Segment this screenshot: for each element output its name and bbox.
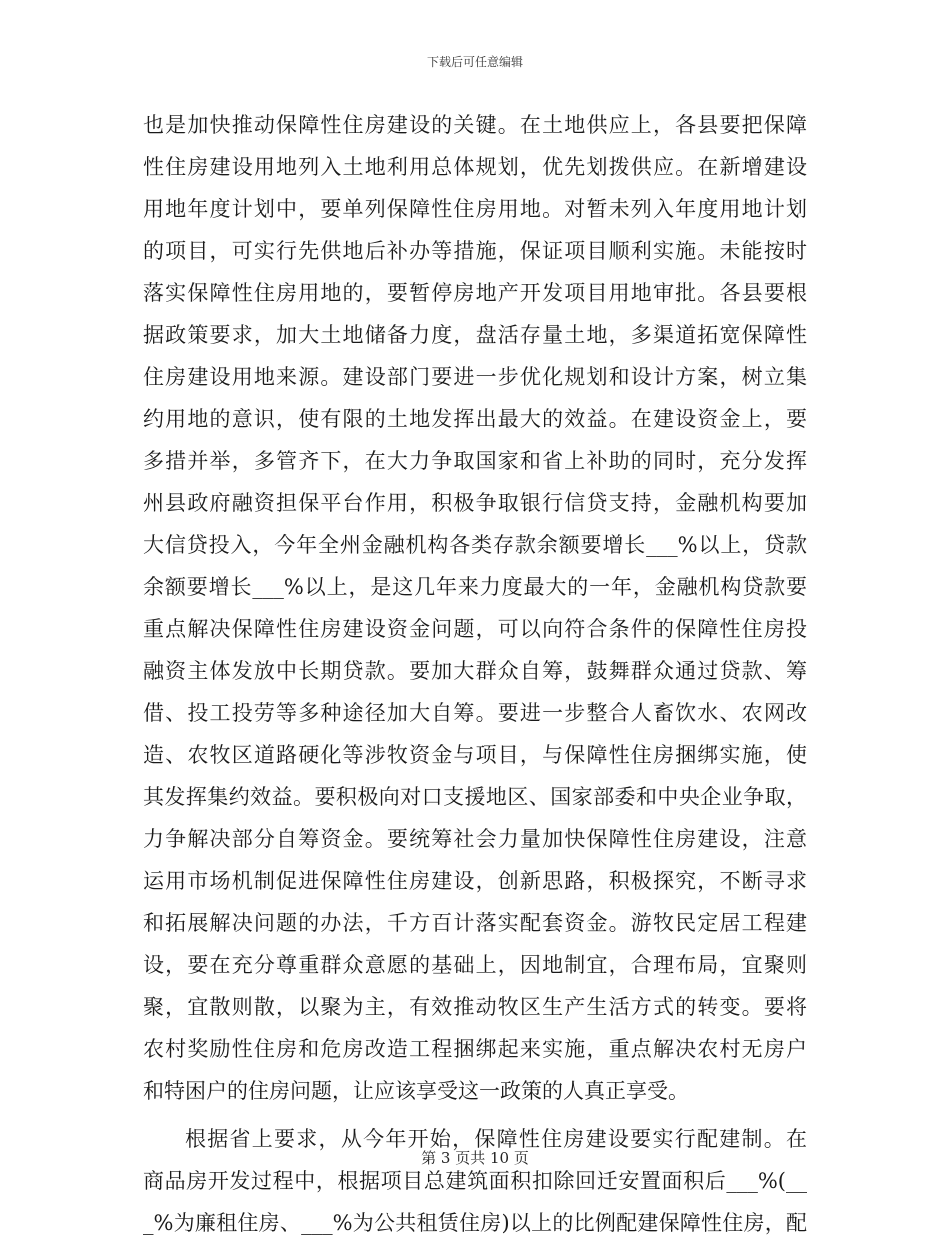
text-line: 据政策要求，加大土地储备力度，盘活存量土地，多渠道拓宽保障性: [143, 323, 807, 347]
text-line: 其发挥集约效益。要积极向对口支援地区、国家部委和中央企业争取，: [143, 785, 807, 809]
paragraph: [143, 1118, 807, 1244]
text-line: 重点解决保障性住房建设资金问题，可以向符合条件的保障性住房投: [143, 617, 807, 641]
text-line: 和拓展解决问题的办法，千方百计落实配套资金。游牧民定居工程建: [143, 911, 807, 935]
text-line: 住房建设用地来源。建设部门要进一步优化规划和设计方案，树立集: [143, 365, 807, 389]
page-header: 下载后可任意编辑: [426, 55, 523, 69]
page-number-footer: 第 3 页共 10 页: [421, 1149, 529, 1167]
text-line: 商品房开发过程中，根据项目总建筑面积扣除回迁安置面积后___%(__: [143, 1169, 807, 1193]
text-line: _%为廉租住房、___%为公共租赁住房)以上的比例配建保障性住房，配: [143, 1211, 807, 1235]
text-line: 州县政府融资担保平台作用，积极争取银行信贷支持，金融机构要加: [143, 491, 807, 515]
text-line: 根据省上要求，从今年开始，保障性住房建设要实行配建制。在: [185, 1127, 807, 1151]
text-line: 大信贷投入，今年全州金融机构各类存款余额要增长___%以上，贷款: [143, 533, 807, 557]
text-line: 融资主体发放中长期贷款。要加大群众自筹，鼓舞群众通过贷款、筹: [143, 659, 807, 683]
text-line: 造、农牧区道路硬化等涉牧资金与项目，与保障性住房捆绑实施，使: [143, 743, 807, 767]
text-line: 性住房建设用地列入土地利用总体规划，优先划拨供应。在新增建设: [143, 155, 807, 179]
document-body: [143, 104, 807, 1244]
text-line: 的项目，可实行先供地后补办等措施，保证项目顺利实施。未能按时: [143, 239, 807, 263]
text-line: 用地年度计划中，要单列保障性住房用地。对暂未列入年度用地计划: [143, 197, 807, 221]
paragraph: [143, 104, 807, 1112]
text-line: 聚，宜散则散，以聚为主，有效推动牧区生产生活方式的转变。要将: [143, 995, 807, 1019]
text-line: 设，要在充分尊重群众意愿的基础上，因地制宜，合理布局，宜聚则: [143, 953, 807, 977]
text-line: 借、投工投劳等多种途径加大自筹。要进一步整合人畜饮水、农网改: [143, 701, 807, 725]
text-line: 也是加快推动保障性住房建设的关键。在土地供应上，各县要把保障: [143, 113, 807, 137]
text-line: 余额要增长___%以上，是这几年来力度最大的一年，金融机构贷款要: [143, 575, 807, 599]
text-line: 落实保障性住房用地的，要暂停房地产开发项目用地审批。各县要根: [143, 281, 807, 305]
text-line: 农村奖励性住房和危房改造工程捆绑起来实施，重点解决农村无房户: [143, 1037, 807, 1061]
text-line: 运用市场机制促进保障性住房建设，创新思路，积极探究，不断寻求: [143, 869, 807, 893]
text-line: 力争解决部分自筹资金。要统筹社会力量加快保障性住房建设，注意: [143, 827, 807, 851]
text-line: 和特困户的住房问题，让应该享受这一政策的人真正享受。: [143, 1079, 689, 1103]
text-line: 多措并举，多管齐下，在大力争取国家和省上补助的同时，充分发挥: [143, 449, 807, 473]
text-line: 约用地的意识，使有限的土地发挥出最大的效益。在建设资金上，要: [143, 407, 807, 431]
